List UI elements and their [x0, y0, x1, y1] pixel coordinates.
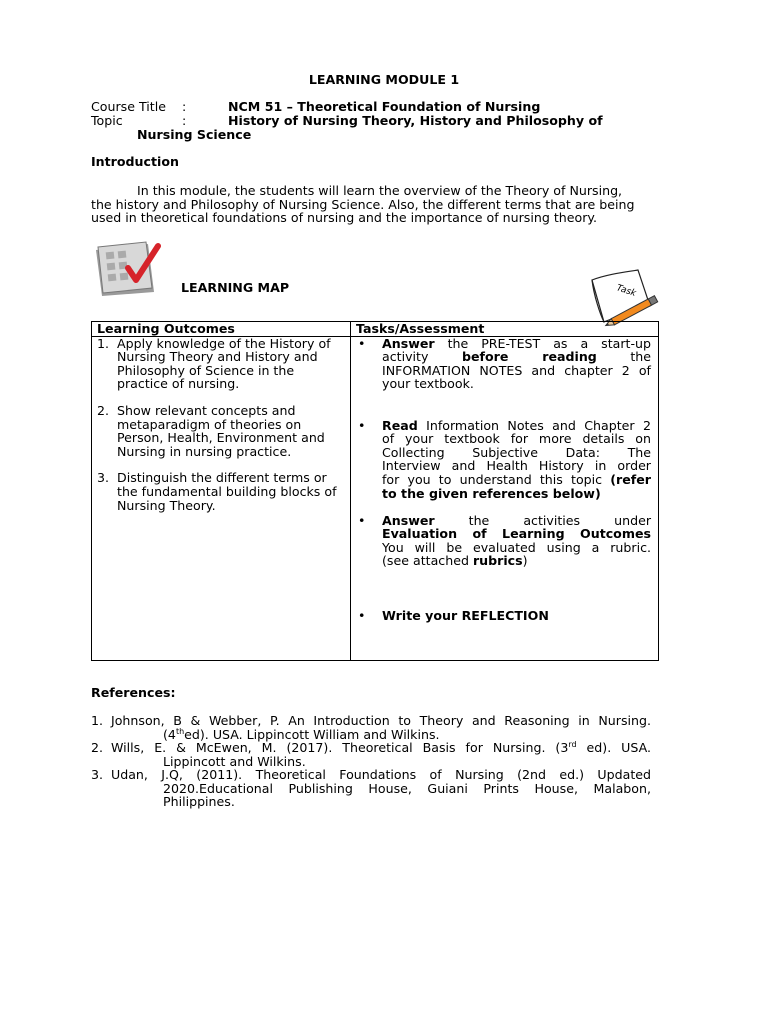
reference-item [91, 741, 651, 768]
module-title: LEARNING MODULE 1 [308, 72, 460, 87]
outcome-number: 3. [97, 470, 110, 486]
outcome-number: 1. [97, 335, 110, 351]
task-keyword: Answer [382, 512, 435, 528]
reference-text: ed). USA. Lippincott William and Wilkins. [184, 726, 440, 742]
task-item [358, 514, 651, 568]
learning-map-table [91, 321, 659, 661]
task-text: You will be evaluated using a rubric. [382, 539, 651, 555]
learning-map-heading: LEARNING MAP [181, 280, 290, 295]
task-keyword: Evaluation of Learning Outcomes [382, 526, 651, 542]
reference-text: Lippincott and Wilkins. [163, 753, 306, 769]
outcome-text: Apply knowledge of the History of Nursing Theory and History and Philosophy of Science in the practice of nursing. [117, 335, 331, 392]
task-text: Interview and Health History in order [382, 458, 651, 474]
task-keyword: to the given references below) [382, 485, 601, 501]
checklist-icon [92, 238, 166, 300]
outcomes-cell [92, 336, 351, 660]
topic-colon: : [182, 113, 187, 128]
course-title-label: Course Title [91, 99, 166, 114]
course-title-value: NCM 51 – Theoretical Foundation of Nursing [228, 99, 541, 114]
reference-number: 1. [91, 713, 104, 728]
task-keyword: Answer [382, 335, 435, 351]
tasks-cell [351, 336, 659, 660]
task-keyword: Write your REFLECTION [382, 607, 549, 623]
introduction-heading: Introduction [91, 154, 179, 169]
reference-text: Johnson, B & Webber, P. An Introduction to Theory and Reasoning in Nursing. [111, 713, 651, 728]
task-text: the activities under [434, 512, 651, 528]
task-item [358, 609, 651, 623]
task-item [358, 419, 651, 501]
reference-superscript: th [175, 726, 185, 736]
topic-value-line2: Nursing Science [137, 127, 252, 142]
intro-line: In this module, the students will learn the overview of the Theory of Nursing, [137, 183, 623, 198]
task-text: Information Notes and Chapter 2 [417, 417, 651, 433]
bullet: • [358, 512, 366, 528]
reference-text: 2020.Educational Publishing House, Guiani Prints House, Malabon, [163, 780, 651, 796]
outcome-text: Distinguish the different terms or the fundamental building blocks of Nursing Theory. [117, 470, 337, 513]
outcome-item [97, 471, 345, 512]
reference-text: Philippines. [163, 794, 235, 810]
outcome-number: 2. [97, 402, 110, 418]
reference-superscript: rd [568, 739, 577, 749]
reference-number: 2. [91, 740, 104, 755]
reference-item [91, 714, 651, 741]
bullet: • [358, 335, 366, 351]
bullet: • [358, 607, 366, 623]
task-keyword: before reading [461, 349, 597, 365]
task-text: the PRE-TEST as a start-up [434, 335, 651, 351]
task-text: Collecting Subjective Data: The [382, 444, 651, 460]
task-text: (see attached [382, 553, 473, 569]
reference-number: 3. [91, 767, 104, 782]
task-keyword: (refer [610, 471, 651, 487]
task-text: activity [382, 349, 462, 365]
reference-text: Udan, J.Q, (2011). Theoretical Foundations of Nursing (2nd ed.) Updated [111, 767, 651, 782]
task-text: the [596, 349, 651, 365]
references-heading: References: [91, 685, 176, 700]
tasks-column-header: Tasks/Assessment [351, 322, 659, 337]
intro-line: used in theoretical foundations of nursing and the importance of nursing theory. [91, 210, 598, 226]
task-text: ) [522, 553, 528, 569]
task-text: for you to understand this topic [382, 471, 611, 487]
outcome-item [97, 337, 345, 391]
bullet: • [358, 417, 366, 433]
intro-line: the history and Philosophy of Nursing Science. Also, the different terms that are being [91, 196, 635, 212]
task-text: of your textbook for more details on [382, 431, 651, 447]
reference-text: Wills, E. & McEwen, M. (2017). Theoretical Basis for Nursing. (3 [111, 740, 569, 755]
introduction-paragraph [91, 184, 651, 225]
reference-text: ed). USA. [576, 740, 651, 755]
reference-text: (4 [163, 726, 176, 742]
task-keyword: Read [382, 417, 418, 433]
task-keyword: rubrics [472, 553, 523, 569]
reference-item [91, 768, 651, 809]
outcome-text: Show relevant concepts and metaparadigm of theories on Person, Health, Environment and Nursing in nursing practice. [117, 402, 325, 459]
topic-value-line1: History of Nursing Theory, History and Philosophy of [228, 113, 603, 128]
outcome-item [97, 404, 345, 458]
task-text: your textbook. [382, 376, 474, 392]
task-text: INFORMATION NOTES and chapter 2 of [382, 362, 651, 378]
outcomes-column-header: Learning Outcomes [92, 322, 351, 337]
task-icon-label: Task [615, 283, 638, 300]
course-title-colon: : [182, 99, 187, 114]
topic-label: Topic [91, 113, 123, 128]
task-item [358, 337, 651, 391]
